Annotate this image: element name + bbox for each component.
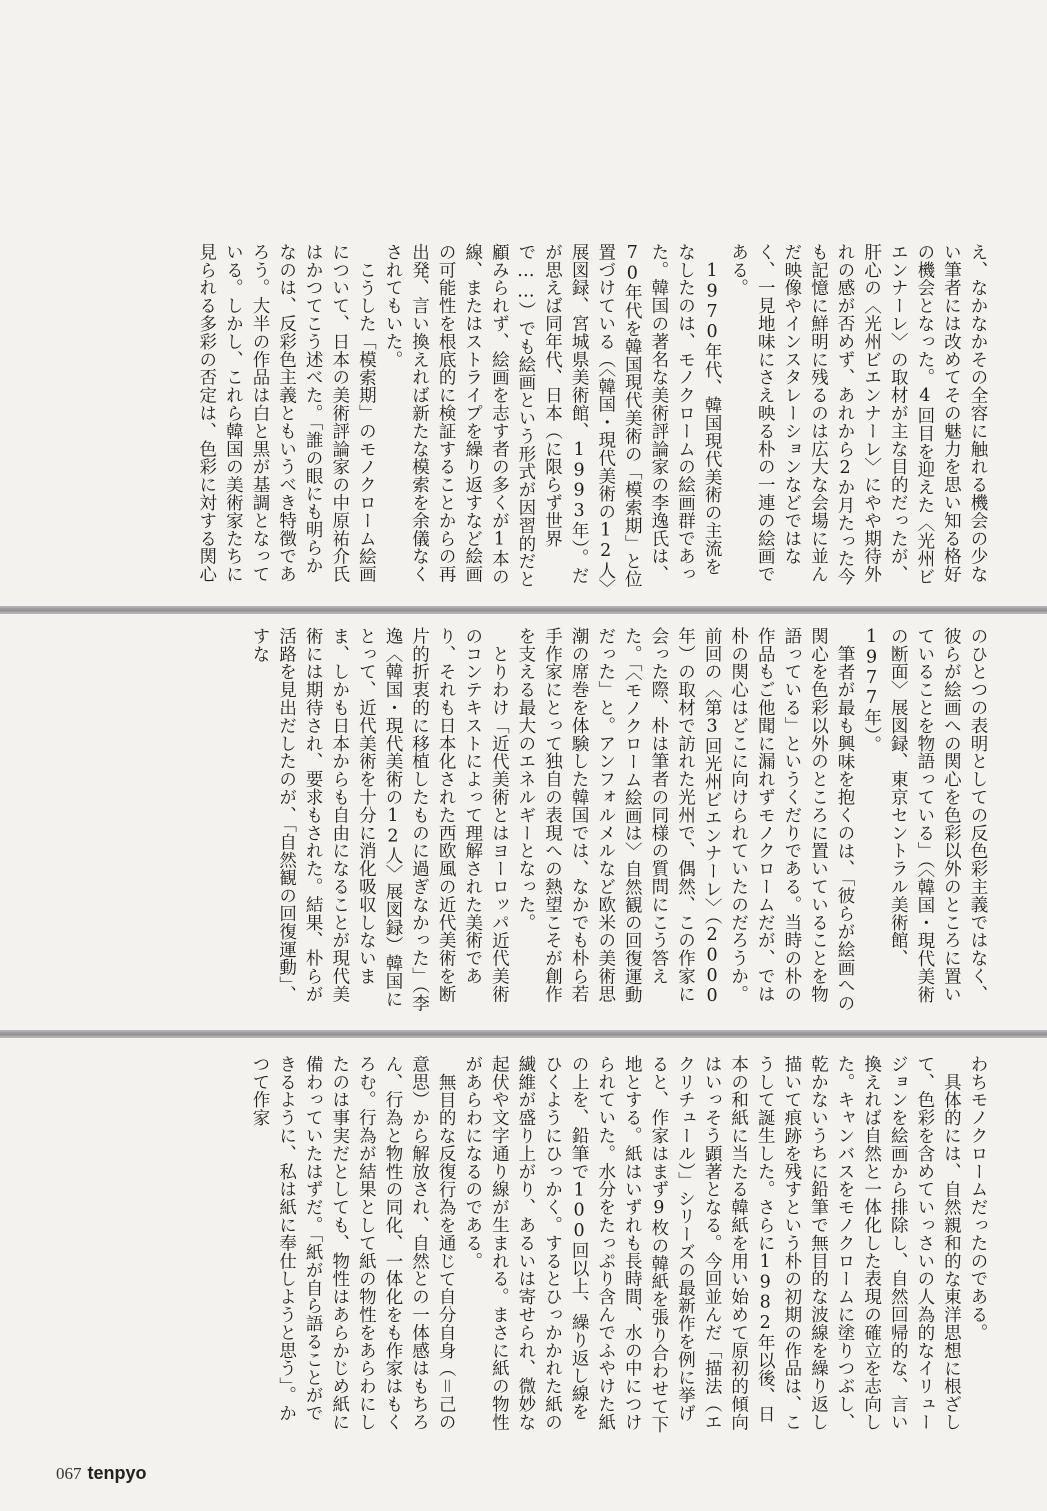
paragraph: 1970年代、韓国現代美術の主流をなしたのは、モノクロームの絵画群であった。韓国の著名な美術評論家の李逸氏は、70年代を韓国現代美術の「模索期」と位置づけている（〈韓国・現代美術の12人〉展図録、宮城県美術館、1993年）。だが思えば同年代、日本（に限らず世界で……）でも絵画という形式が因習的だと顧みられず、絵画を志す者の多くが1本の線、またはストライプを繰り返すなど絵画の可能性を根底的に検証することからの再出発、言い換えれば新たな模索を余儀なくされてもいた。 (382, 243, 723, 589)
paragraph: のひとつの表明としての反色彩主義ではなく、彼らが絵画への関心を色彩以外のところに置いていることを物語っている」（〈韓国・現代美術の断面〉展図録、東京セントラル美術館、1977年）。 (861, 627, 988, 1004)
tier-divider (0, 606, 1047, 614)
tier-divider (0, 1030, 1047, 1038)
paragraph: とりわけ「近代美術とはヨーロッパ近代美術のコンテキストによって理解された美術であり、それも日本化された西欧風の近代美術を断片的折衷的に移植したものに過ぎなかった」（李逸〈韓国・現代美術の12人〉展図録）韓国にとって、近代美術を十分に消化吸収しないまま、しかも日本からも自由になることが現代美術には期待され、要求もされた。結果、朴らが活路を見出だしたのが、「自然観の回復運動」、すな (249, 627, 510, 1013)
paragraph: 筆者が最も興味を抱くのは、「彼らが絵画への関心を色彩以外のところに置いていることを物語っている」というくだりである。当時の朴の作品もご他聞に漏れずモノクロームだが、では朴の関心はどこに向けられていたのだろうか。前回の〈第3回光州ビエンナーレ〉（2000年）の取材で訪れた光州で、偶然、この作家に会った際、朴は筆者の同様の質問にこう答えた。「〈モノクローム絵画は〉自然観の回復運動だった」と。アンフォルメルなど欧米の美術思潮の席巻を体験した韓国では、なかでも朴ら若手作家にとって独自の表現への熱望こそが創作を支える最大のエネルギーとなった。 (515, 627, 856, 1012)
page-number: 067 (56, 1464, 82, 1483)
page-footer (56, 1463, 147, 1484)
article-tier-top (56, 243, 991, 589)
paragraph: 具体的には、自然親和的な東洋思想に根ざして、色彩を含めていっさいの人為的なイリュージョンを絵画から排除し、自然回帰的な、言い換えれば自然と一体化した表現の確立を志向した。キャンバスをモノクロームに塗りつぶし、乾かないうちに鉛筆で無目的な波線を繰り返し描いて痕跡を残すという朴の初期の作品は、こうして誕生した。さらに1982年以後、日本の和紙に当たる韓紙を用い始めて原初的傾向はいっそう顕著となる。今回並んだ「描法（エクリチュール）」シリーズの最新作を例に挙げると、作家はまず9枚の韓紙を張り合わせて下地とする。紙はいずれも長時間、水の中につけられていた。水分をたっぷり含んでふやけた紙の上を、鉛筆で100回以上、繰り返し線をひくようにひっかく。するとひっかかれた紙の繊維が盛り上がり、あるいは寄せられ、微妙な起伏や文字通り線が生まれる。まさに紙の物性があらわになるのである。 (462, 1055, 962, 1434)
paragraph: こうした「模索期」のモノクローム絵画について、日本の美術評論家の中原祐介氏はかつてこう述べた。「誰の眼にも明らかなのは、反彩色主義ともいうべき特徴であろう。大半の作品は白と黒が基調となっている。しかし、これら韓国の美術家たちに見られる多彩の否定は、色彩に対する関心 (196, 243, 377, 584)
paragraph: わちモノクロームだったのである。 (968, 1055, 988, 1342)
paragraph: え、なかなかその全容に触れる機会の少ない筆者には改めてその魅力を思い知る格好の機会となった。4回目を迎えた〈光州ビエンナーレ〉の取材が主な目的だったが、肝心の〈光州ビエンナーレ〉にやや期待外れの感が否めず、あれから2か月たった今も記憶に鮮明に残るのは広大な会場に並んだ映像やインスタレーションなどではなく、一見地味にさえ映る朴の一連の絵画である。 (728, 243, 988, 586)
article-tier-middle (56, 627, 991, 1019)
article-tier-bottom (56, 1055, 991, 1437)
paragraph: 無目的な反復行為を通じて自分自身（＝己の意思）から解放され、自然との一体感はもちろん、行為と物性の同化、一体化をも作家はもくろむ。行為が結果として紙の物性をあらわにしたのは事実だとしても、物性はあらかじめ紙に備わっていたはずだ。「紙が自ら語ることができるように、私は紙に奉仕しようと思う」。かつて作家 (249, 1055, 457, 1431)
publication-name: tenpyo (87, 1463, 147, 1483)
